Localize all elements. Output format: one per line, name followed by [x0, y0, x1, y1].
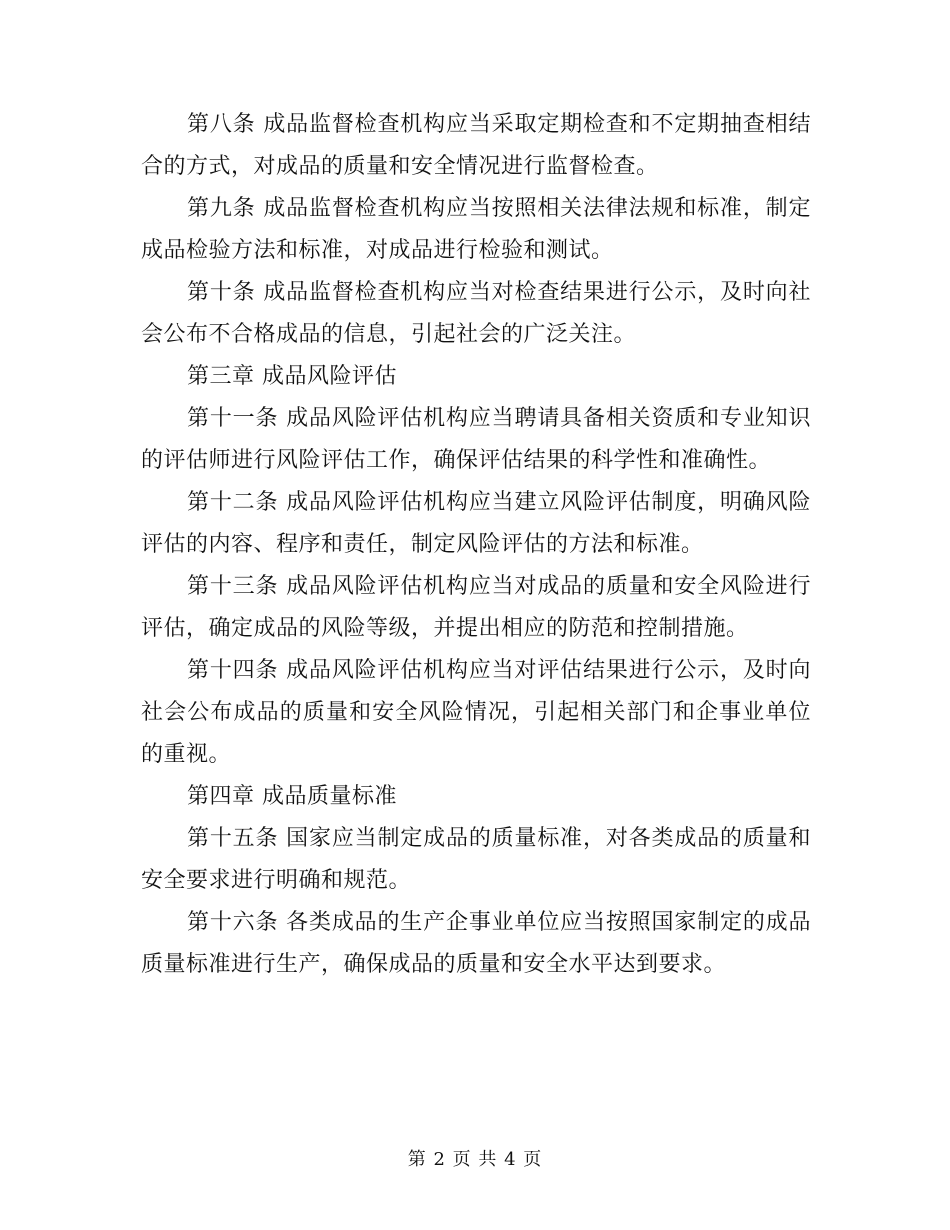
article-12: 第十二条 成品风险评估机构应当建立风险评估制度，明确风险评估的内容、程序和责任，制定风险评估的方法和标准。 [141, 490, 811, 557]
page-number-footer: 第 2 页 共 4 页 [407, 1149, 543, 1170]
article-14: 第十四条 成品风险评估机构应当对评估结果进行公示，及时向社会公布成品的质量和安全风险情况，引起相关部门和企事业单位的重视。 [141, 658, 811, 767]
article-8: 第八条 成品监督检查机构应当采取定期检查和不定期抽查相结合的方式，对成品的质量和安全情况进行监督检查。 [141, 112, 811, 179]
chapter-3-heading: 第三章 成品风险评估 [187, 364, 397, 389]
article-9: 第九条 成品监督检查机构应当按照相关法律法规和标准，制定成品检验方法和标准，对成品进行检验和测试。 [141, 196, 811, 263]
article-13: 第十三条 成品风险评估机构应当对成品的质量和安全风险进行评估，确定成品的风险等级，并提出相应的防范和控制措施。 [141, 574, 811, 641]
article-16: 第十六条 各类成品的生产企事业单位应当按照国家制定的成品质量标准进行生产，确保成品的质量和安全水平达到要求。 [141, 910, 811, 977]
article-15: 第十五条 国家应当制定成品的质量标准，对各类成品的质量和安全要求进行明确和规范。 [141, 826, 811, 893]
article-10: 第十条 成品监督检查机构应当对检查结果进行公示，及时向社会公布不合格成品的信息，引起社会的广泛关注。 [141, 280, 811, 347]
article-11: 第十一条 成品风险评估机构应当聘请具备相关资质和专业知识的评估师进行风险评估工作，确保评估结果的科学性和准确性。 [141, 406, 811, 473]
chapter-4-heading: 第四章 成品质量标准 [187, 784, 397, 809]
document-body [141, 104, 811, 986]
